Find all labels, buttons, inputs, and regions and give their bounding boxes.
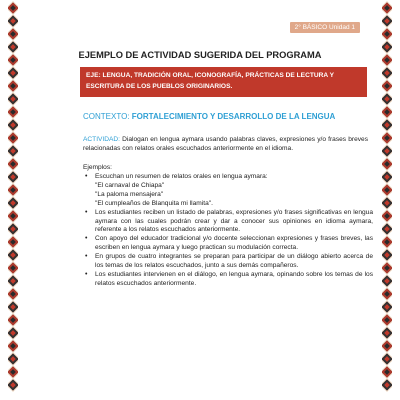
list-item: • Con apoyo del educador tradicional y/o docente seleccionan expresiones y frases breves, las escriben en lengua aymara y luego practican su modulación correcta. [83,235,373,253]
border-motif-icon [382,93,392,104]
ejemplos-label: Ejemplos: [83,164,112,171]
border-motif-icon [382,275,392,286]
border-motif-icon [382,67,392,78]
border-motif-icon [382,249,392,260]
border-motif-icon [8,275,18,286]
decorative-border-right [382,0,392,400]
border-motif-icon [8,119,18,130]
border-motif-icon [382,379,392,390]
list-item: • Los estudiantes intervienen en el diálogo, en lengua aymara, opinando sobre los temas de los relatos escuchados anteriormente. [83,271,373,289]
border-motif-icon [382,314,392,325]
border-motif-icon [8,262,18,273]
border-motif-icon [382,366,392,377]
contexto-value: FORTALECIMIENTO Y DESARROLLO DE LA LENGUA [131,112,336,121]
border-motif-icon [8,171,18,182]
border-motif-icon [382,353,392,364]
border-motif-icon [382,340,392,351]
border-motif-icon [8,132,18,143]
border-motif-icon [382,210,392,221]
border-motif-icon [382,80,392,91]
story-title: "El carnaval de Chiapa" [95,181,165,189]
border-motif-icon [8,93,18,104]
border-motif-icon [8,340,18,351]
border-motif-icon [8,106,18,117]
border-motif-icon [8,41,18,52]
actividad-paragraph [83,135,368,153]
border-motif-icon [382,197,392,208]
border-motif-icon [382,119,392,130]
border-motif-icon [382,288,392,299]
border-motif-icon [8,184,18,195]
border-motif-icon [382,2,392,13]
border-motif-icon [382,106,392,117]
border-motif-icon [382,132,392,143]
border-motif-icon [8,15,18,26]
example-text: Escuchan un resumen de relatos orales en lengua aymara: [95,173,268,180]
border-motif-icon [8,80,18,91]
eje-banner: EJE: LENGUA, TRADICIÓN ORAL, ICONOGRAFÍA, PRÁCTICAS DE LECTURA Y ESCRITURA DE LOS PUEBLOS ORIGINARIOS. [80,67,367,97]
actividad-text: Dialogan en lengua aymara usando palabras claves, expresiones y/o frases breves relacionadas con relatos orales escuchados anteriormente en el idioma. [83,136,368,153]
story-titles-list [95,182,373,209]
list-item: • En grupos de cuatro integrantes se preparan para participar de un diálogo abierto acerca de los temas de los relatos escuchados, junto a sus demás compañeros. [83,253,373,271]
border-motif-icon [382,41,392,52]
border-motif-icon [382,28,392,39]
border-motif-icon [8,145,18,156]
contexto-line [83,112,335,121]
border-motif-icon [8,379,18,390]
border-motif-icon [8,353,18,364]
list-item: • Los estudiantes reciben un listado de palabras, expresiones y/o frases significativas en lengua aymara con las cuales podrán crear y dar a conocer sus opiniones en idioma aymara, referente a los relatos escuchados anteriormente. [83,209,373,236]
border-motif-icon [8,2,18,13]
border-motif-icon [8,197,18,208]
border-motif-icon [8,249,18,260]
border-motif-icon [8,54,18,65]
border-motif-icon [8,28,18,39]
decorative-border-left [8,0,18,400]
examples-list [83,173,373,289]
border-motif-icon [382,15,392,26]
grade-unit-badge: 2° BÁSICO Unidad 1 [290,22,360,33]
border-motif-icon [382,301,392,312]
border-motif-icon [382,184,392,195]
border-motif-icon [8,158,18,169]
border-motif-icon [382,171,392,182]
border-motif-icon [8,210,18,221]
border-motif-icon [382,327,392,338]
border-motif-icon [8,366,18,377]
border-motif-icon [382,54,392,65]
actividad-label: ACTIVIDAD: [83,136,121,143]
border-motif-icon [8,288,18,299]
border-motif-icon [8,327,18,338]
border-motif-icon [8,314,18,325]
border-motif-icon [8,67,18,78]
border-motif-icon [8,301,18,312]
border-motif-icon [382,223,392,234]
border-motif-icon [8,223,18,234]
border-motif-icon [8,236,18,247]
border-motif-icon [382,158,392,169]
story-title: "La paloma mensajera" [95,190,164,198]
story-title: "El cumpleaños de Blanquita mi llamita". [95,199,213,207]
border-motif-icon [382,262,392,273]
list-item [83,173,373,209]
contexto-label: CONTEXTO: [83,112,130,121]
page-title: EJEMPLO DE ACTIVIDAD SUGERIDA DEL PROGRAMA [78,50,322,60]
border-motif-icon [382,236,392,247]
border-motif-icon [382,145,392,156]
